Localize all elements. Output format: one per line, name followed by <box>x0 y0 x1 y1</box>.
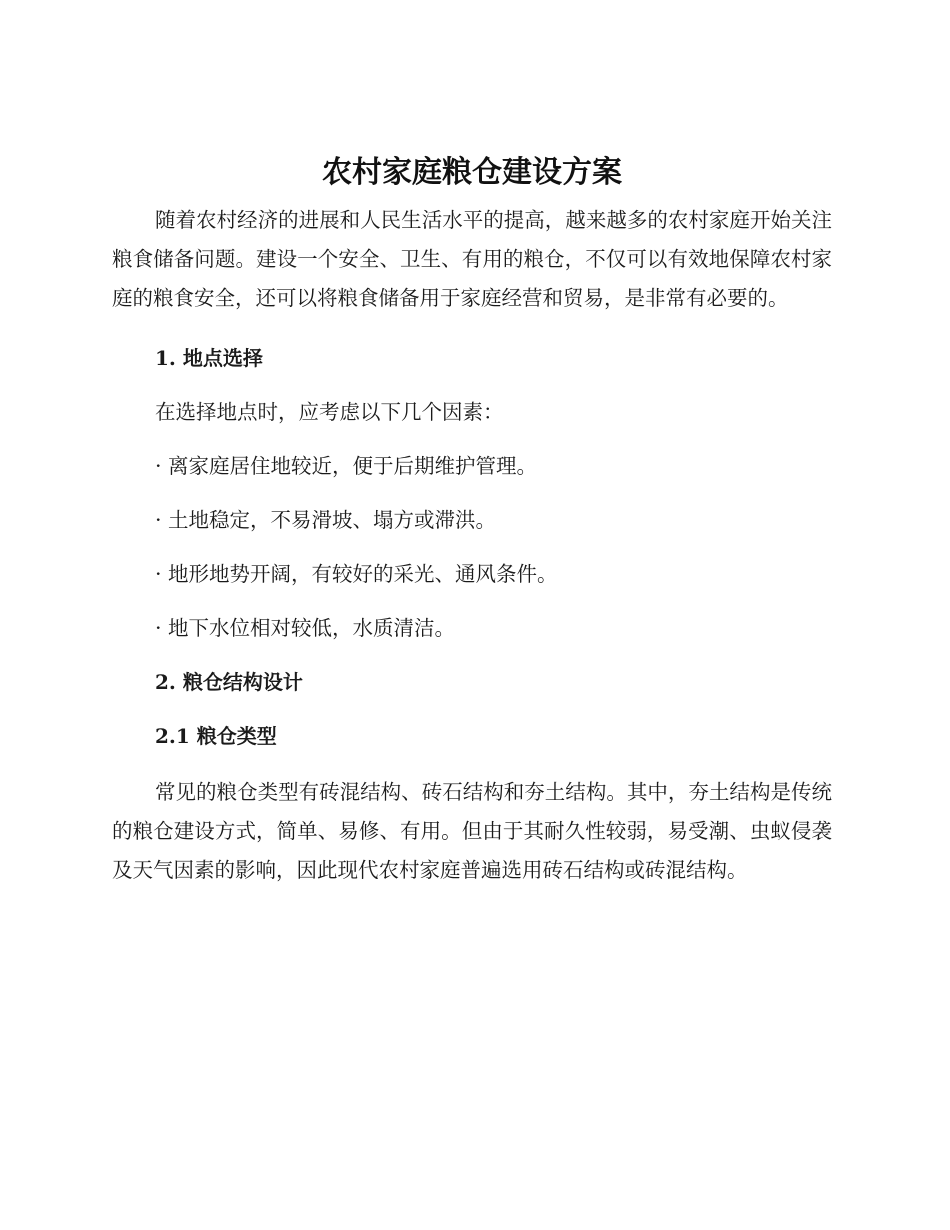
section-2-1-paragraph: 常见的粮仓类型有砖混结构、砖石结构和夯土结构。其中，夯土结构是传统的粮仓建设方式，简单、易修、有用。但由于其耐久性较弱，易受潮、虫蚁侵袭及天气因素的影响，因此现代农村家庭普遍选用砖石结构或砖混结构。 <box>112 780 832 882</box>
intro-paragraph: 随着农村经济的进展和人民生活水平的提高，越来越多的农村家庭开始关注粮食储备问题。建设一个安全、卫生、有用的粮仓，不仅可以有效地保障农村家庭的粮食安全，还可以将粮食储备用于家庭经营和贸易，是非常有必要的。 <box>112 208 832 310</box>
bullet-item: · 离家庭居住地较近，便于后期维护管理。 <box>155 454 538 478</box>
section-1-lead: 在选择地点时，应考虑以下几个因素： <box>155 400 504 424</box>
section-2-heading: 2. 粮仓结构设计 <box>155 670 303 694</box>
section-2-1-heading: 2.1 粮仓类型 <box>155 724 277 748</box>
section-1-heading: 1. 地点选择 <box>155 346 263 370</box>
bullet-item: · 地形地势开阔，有较好的采光、通风条件。 <box>155 562 558 586</box>
document-title: 农村家庭粮仓建设方案 <box>322 155 622 190</box>
bullet-item: · 土地稳定，不易滑坡、塌方或滞洪。 <box>155 508 497 532</box>
document-page <box>112 150 832 890</box>
bullet-item: · 地下水位相对较低，水质清洁。 <box>155 616 456 640</box>
